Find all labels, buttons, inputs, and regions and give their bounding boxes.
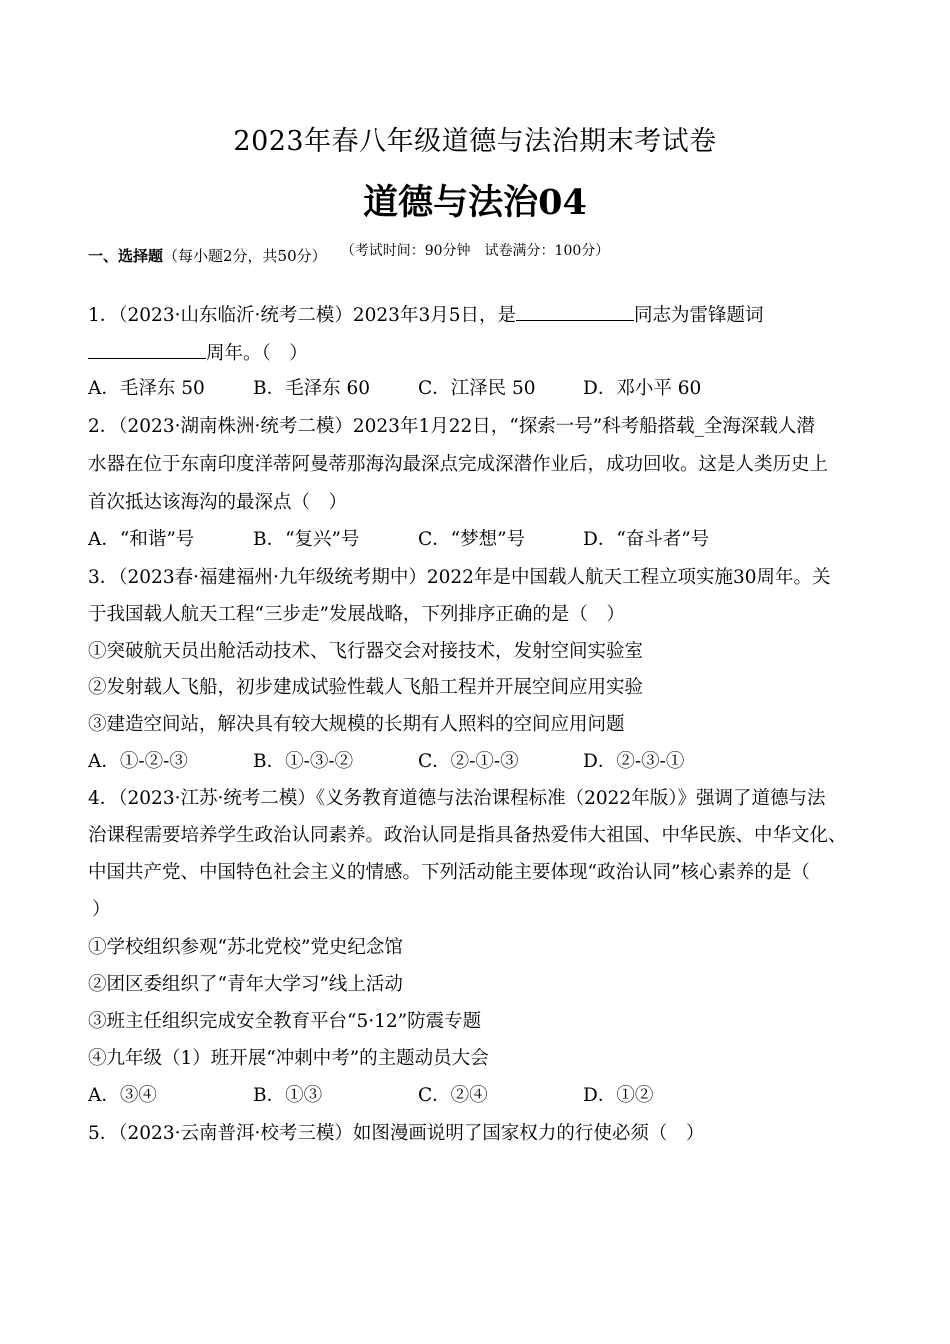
q3-line1: 3．（2023春·福建福州·九年级统考期中）2022年是中国载人航天工程立项实施30周年。关 [88, 567, 831, 588]
q4-option-c: C．②④ [418, 1085, 488, 1106]
q3-option-a: A．①-②-③ [88, 751, 188, 772]
exam-title: 2023年春八年级道德与法治期末考试卷 [233, 126, 717, 157]
q4-line4: ） [92, 899, 111, 920]
q2-option-d: D．“奋斗者”号 [583, 529, 710, 550]
q2-option-c: C．“梦想”号 [418, 529, 526, 550]
q4-line3: 中国共产党、中国特色社会主义的情感。下列活动能主要体现“政治认同”核心素养的是（ [88, 862, 810, 883]
q3-statement-1: ①突破航天员出舱活动技术、飞行器交会对接技术，发射空间实验室 [88, 641, 644, 662]
q1-text-a: 1．（2023·山东临沂·统考二模）2023年3月5日，是 [88, 305, 516, 326]
q1-option-d: D．邓小平 60 [583, 378, 702, 399]
q1-blank-2 [88, 340, 206, 359]
q3-line2: 于我国载人航天工程“三步走”发展战略，下列排序正确的是（ ） [88, 604, 625, 625]
exam-time-note: （考试时间：90分钟 试卷满分：100分） [340, 243, 610, 259]
q1-line2 [88, 340, 308, 367]
q4-line2: 治课程需要培养学生政治认同素养。政治认同是指具备热爱伟大祖国、中华民族、中华文化、 [88, 825, 847, 846]
q4-option-a: A．③④ [88, 1085, 157, 1106]
q2-line1: 2．（2023·湖南株洲·统考二模）2023年1月22日，“探索一号”科考船搭载_全海深载人潜 [88, 416, 815, 437]
q1-option-c: C．江泽民 50 [418, 378, 536, 399]
section-note: （每小题2分，共50分） [163, 247, 327, 265]
q4-option-b: B．①③ [253, 1085, 323, 1106]
q2-option-b: B．“复兴”号 [253, 529, 360, 550]
q3-option-d: D．②-③-① [583, 751, 685, 772]
q5-line1: 5．（2023·云南普洱·校考三模）如图漫画说明了国家权力的行使必须（ ） [88, 1123, 705, 1144]
q1-blank-1 [516, 302, 634, 321]
q4-statement-3: ③班主任组织完成安全教育平台“5·12”防震专题 [88, 1011, 482, 1032]
q3-statement-2: ②发射载人飞船，初步建成试验性载人飞船工程并开展空间应用实验 [88, 677, 644, 698]
q4-option-d: D．①② [583, 1085, 654, 1106]
q4-statement-2: ②团区委组织了“青年大学习”线上活动 [88, 974, 403, 995]
q3-option-c: C．②-①-③ [418, 751, 519, 772]
section-heading [88, 244, 327, 268]
section-title: 一、选择题 [88, 247, 164, 265]
q3-option-b: B．①-③-② [253, 751, 354, 772]
q1-option-a: A．毛泽东 50 [88, 378, 205, 399]
q1-line1 [88, 302, 764, 329]
q2-line3: 首次抵达该海沟的最深点（ ） [88, 492, 348, 513]
q4-statement-1: ①学校组织参观“苏北党校”党史纪念馆 [88, 937, 403, 958]
q2-option-a: A．“和谐”号 [88, 529, 195, 550]
q4-line1: 4．（2023·江苏·统考二模）《义务教育道德与法治课程标准（2022年版）》强调了道德与法 [88, 788, 826, 809]
q1-text-b: 同志为雷锋题词 [634, 305, 764, 326]
q3-statement-3: ③建造空间站，解决具有较大规模的长期有人照料的空间应用问题 [88, 714, 625, 735]
exam-subtitle: 道德与法治04 [363, 182, 587, 223]
q1-text-c: 周年。（ ） [206, 343, 308, 364]
q1-option-b: B．毛泽东 60 [253, 378, 371, 399]
q4-statement-4: ④九年级（1）班开展“冲刺中考”的主题动员大会 [88, 1048, 489, 1069]
q2-line2: 水器在位于东南印度洋蒂阿曼蒂那海沟最深点完成深潜作业后，成功回收。这是人类历史上 [88, 454, 829, 475]
